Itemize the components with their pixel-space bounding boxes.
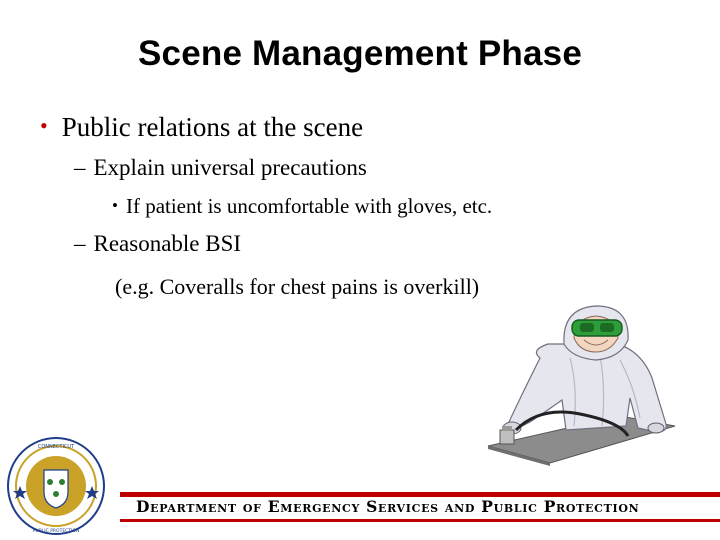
dash-marker: –: [74, 231, 86, 256]
subsubitem-text: If patient is uncomfortable with gloves, etc.: [125, 194, 493, 218]
subsubitem-patient-gloves: [112, 194, 492, 219]
footer-department-name: Department of Emergency Services and Public Protection: [136, 497, 640, 516]
bullet-text: Public relations at the scene: [61, 112, 364, 142]
bullet-public-relations: [40, 112, 363, 143]
subitem-text: Explain universal precautions: [93, 155, 367, 180]
bullet-marker: •: [40, 113, 48, 138]
dash-marker: –: [74, 155, 86, 180]
bsi-example-note: (e.g. Coveralls for chest pains is overkill): [115, 274, 480, 299]
subitem-explain-precautions: [74, 155, 367, 181]
protective-suit-worker-illustration: [470, 298, 690, 468]
slide-title: Scene Management Phase: [137, 34, 583, 73]
svg-text:PUBLIC PROTECTION: PUBLIC PROTECTION: [32, 529, 80, 534]
footer-rule-bottom: [120, 519, 720, 522]
state-agency-seal: [6, 434, 106, 538]
svg-text:CONNECTICUT: CONNECTICUT: [37, 444, 75, 450]
subitem-reasonable-bsi: [74, 231, 241, 257]
subitem-text: Reasonable BSI: [93, 231, 242, 256]
bullet-marker: •: [112, 196, 118, 215]
